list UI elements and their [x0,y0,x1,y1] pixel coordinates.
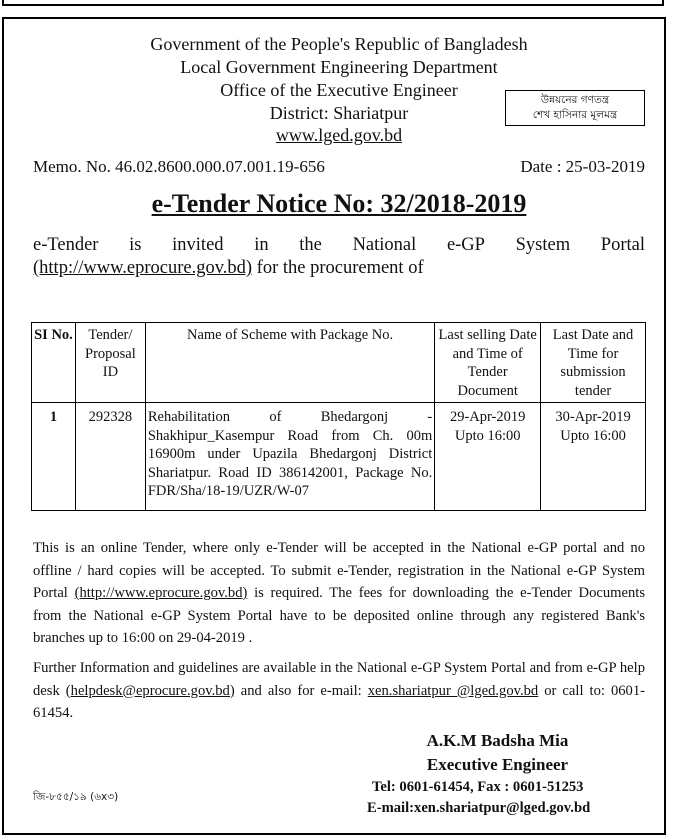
header-last-submission: Last Date and Time for submission tender [541,323,646,403]
intro-word: in [254,235,269,255]
para1-text-end: is required. The fees for downloading the e-Tender Documents from the National e-GP System Portal have to be deposited online through any registered Bank's branches up to 16:00 on 29-04-2019 . [33,585,645,646]
cell-tender-id: 292328 [75,403,145,511]
eprocure-link[interactable]: (http://www.eprocure.gov.bd) [33,258,253,278]
submission-time: Upto 16:00 [560,427,626,444]
tender-table [31,322,646,511]
header-last-selling: Last selling Date and Time of Tender Document [435,323,541,403]
cell-scheme-name: Rehabilitation of Bhedargonj - Shakhipur_Kasempur Road from Ch. 00m 16900m under Upazila Bhedargonj District Shariatpur. Road ID 386142001, Package No. FDR/Sha/18-19/UZR/W-07 [145,403,434,511]
header-office: Office of the Executive Engineer [220,80,458,100]
intro-word: the [299,235,322,255]
xen-email-link[interactable]: xen.shariatpur @lged.gov.bd [367,682,539,699]
intro-rest: for the procurement of [252,258,424,278]
para1-text: This is an online Tender, where only e-Tender will be accepted in the National e-GP portal and no offline / hard copies will be accepted. To submit e-Tender, registration in the National e-GP System Portal [33,540,645,601]
table-row [32,403,646,511]
signatory-tel-fax: Tel: 0601-61454, Fax : 0601-51253 [372,779,584,795]
intro-word: Portal [600,235,645,255]
intro-text [33,234,645,280]
header-scheme-name: Name of Scheme with Package No. [145,323,434,403]
para2-text-middle: and also for e-mail: [234,682,368,699]
intro-line-1 [33,234,645,257]
signatory-email: E-mail:xen.shariatpur@lged.gov.bd [367,800,591,816]
para1-portal-link[interactable]: (http://www.eprocure.gov.bd) [74,585,248,601]
helpdesk-email-link[interactable]: (helpdesk@eprocure.gov.bd) [65,682,235,699]
intro-word: is [129,235,142,255]
online-tender-paragraph [33,537,645,650]
header-district: District: Shariatpur [269,103,409,123]
intro-word: System [515,235,571,255]
further-info-paragraph [33,657,645,725]
table-header-row [32,323,646,403]
cell-last-selling [435,403,541,511]
selling-time: Upto 16:00 [454,427,521,444]
slogan-line-1: উন্নয়নের গণতন্ত্র [540,94,610,106]
intro-word: invited [172,235,224,255]
header-sl-no: SI No. [32,323,76,403]
header-website: www.lged.gov.bd [275,125,403,145]
intro-word: National [352,235,417,255]
signatory-name: A.K.M Badsha Mia [426,731,569,750]
memo-number: Memo. No. 46.02.8600.000.07.001.19-656 [33,157,325,176]
slogan-line-2: শেখ হাসিনার মূলমন্ত্র [532,109,618,121]
signatory-designation: Executive Engineer [426,755,569,774]
para2-text: Further Information and guidelines are available in the National e-GP System Portal and from e-GP help desk [33,660,645,699]
previous-notice-border [2,0,664,6]
notice-date: Date : 25-03-2019 [520,157,645,176]
intro-word: e-Tender [33,235,99,255]
intro-word: e-GP [446,235,485,255]
notice-title: e-Tender Notice No: 32/2018-2019 [151,189,527,218]
publication-reference: জি-৮৫৫/১৯ (৬x৩) [33,791,119,803]
header-government: Government of the People's Republic of Bangladesh [150,34,528,54]
selling-date: 29-Apr-2019 [449,409,526,425]
submission-date: 30-Apr-2019 [555,409,631,425]
header-department: Local Government Engineering Department [180,57,498,77]
header-tender-id: Tender/ Proposal ID [75,323,145,403]
cell-sl-no: 1 [32,403,76,511]
cell-last-submission [541,403,646,511]
slogan-box [505,90,645,126]
intro-line-2 [33,257,645,280]
para2-text-end: or call to: 0601-61454. [33,682,645,721]
